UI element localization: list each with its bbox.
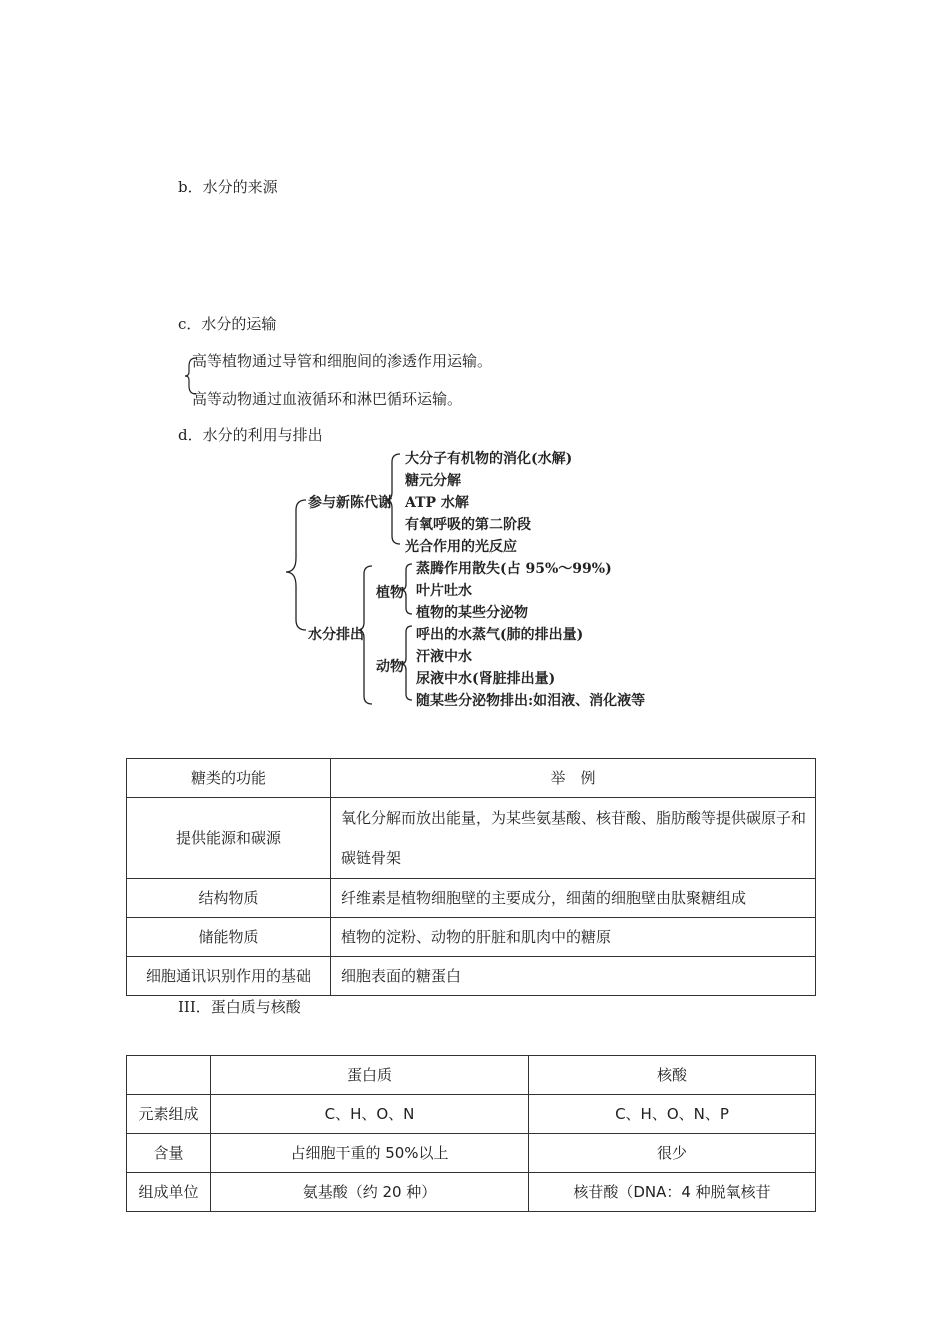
table-cell: 植物的淀粉、动物的肝脏和肌肉中的糖原 bbox=[331, 918, 816, 957]
metabolism-item: ATP 水解 bbox=[405, 495, 469, 511]
table-cell: 很少 bbox=[529, 1134, 816, 1173]
table-cell: 细胞通讯识别作用的基础 bbox=[127, 957, 331, 996]
table-header-row bbox=[127, 759, 816, 798]
metabolism-item: 大分子有机物的消化(水解) bbox=[405, 451, 573, 467]
label-excretion: 水分排出 bbox=[308, 627, 364, 643]
table-cell: 储能物质 bbox=[127, 918, 331, 957]
table-cell: 结构物质 bbox=[127, 879, 331, 918]
table-header: 蛋白质 bbox=[211, 1056, 529, 1095]
table-cell: C、H、O、N、P bbox=[529, 1095, 816, 1134]
metabolism-item: 有氧呼吸的第二阶段 bbox=[405, 517, 531, 533]
table-cell: C、H、O、N bbox=[211, 1095, 529, 1134]
table-header: 核酸 bbox=[529, 1056, 816, 1095]
table-row bbox=[127, 918, 816, 957]
plant-item: 蒸腾作用散失(占 95%～99%) bbox=[416, 561, 612, 577]
table-cell: 组成单位 bbox=[127, 1173, 211, 1212]
animal-item: 尿液中水(肾脏排出量) bbox=[416, 671, 556, 687]
table-header bbox=[127, 1056, 211, 1095]
label-animal: 动物 bbox=[376, 659, 404, 675]
table-row bbox=[127, 1134, 816, 1173]
table-header: 糖类的功能 bbox=[127, 759, 331, 798]
sugar-function-table bbox=[126, 758, 816, 996]
table-cell: 占细胞干重的 50%以上 bbox=[211, 1134, 529, 1173]
plant-item: 植物的某些分泌物 bbox=[416, 605, 528, 621]
table-cell: 提供能源和碳源 bbox=[127, 798, 331, 879]
table-cell: 元素组成 bbox=[127, 1095, 211, 1134]
table-header: 举 例 bbox=[331, 759, 816, 798]
table-row bbox=[127, 957, 816, 996]
heading-water-use: d．水分的利用与排出 bbox=[178, 426, 323, 444]
protein-nucleic-table bbox=[126, 1055, 816, 1212]
animal-item: 随某些分泌物排出:如泪液、消化液等 bbox=[416, 693, 646, 709]
table-cell: 核苷酸（DNA：4 种脱氧核苷 bbox=[529, 1173, 816, 1212]
heading-water-transport: c．水分的运输 bbox=[178, 315, 277, 333]
heading-protein-nucleic: III．蛋白质与核酸 bbox=[178, 998, 301, 1016]
table-row bbox=[127, 1095, 816, 1134]
table-cell: 细胞表面的糖蛋白 bbox=[331, 957, 816, 996]
table-row bbox=[127, 879, 816, 918]
plant-item: 叶片吐水 bbox=[416, 583, 472, 599]
table-cell: 氧化分解而放出能量，为某些氨基酸、核苷酸、脂肪酸等提供碳原子和碳链骨架 bbox=[331, 798, 816, 879]
transport-animal: 高等动物通过血液循环和淋巴循环运输。 bbox=[192, 390, 463, 408]
metabolism-item: 光合作用的光反应 bbox=[405, 539, 517, 555]
table-cell: 氨基酸（约 20 种） bbox=[211, 1173, 529, 1212]
label-metabolism: 参与新陈代谢 bbox=[308, 495, 392, 511]
animal-item: 汗液中水 bbox=[416, 649, 472, 665]
table-cell: 纤维素是植物细胞壁的主要成分，细菌的细胞壁由肽聚糖组成 bbox=[331, 879, 816, 918]
table-row bbox=[127, 798, 816, 879]
table-cell: 含量 bbox=[127, 1134, 211, 1173]
table-row bbox=[127, 1173, 816, 1212]
metabolism-item: 糖元分解 bbox=[405, 473, 461, 489]
table-header-row bbox=[127, 1056, 816, 1095]
heading-water-source: b．水分的来源 bbox=[178, 178, 278, 196]
animal-item: 呼出的水蒸气(肺的排出量) bbox=[416, 627, 584, 643]
transport-plant: 高等植物通过导管和细胞间的渗透作用运输。 bbox=[192, 352, 493, 370]
label-plant: 植物 bbox=[376, 585, 404, 601]
